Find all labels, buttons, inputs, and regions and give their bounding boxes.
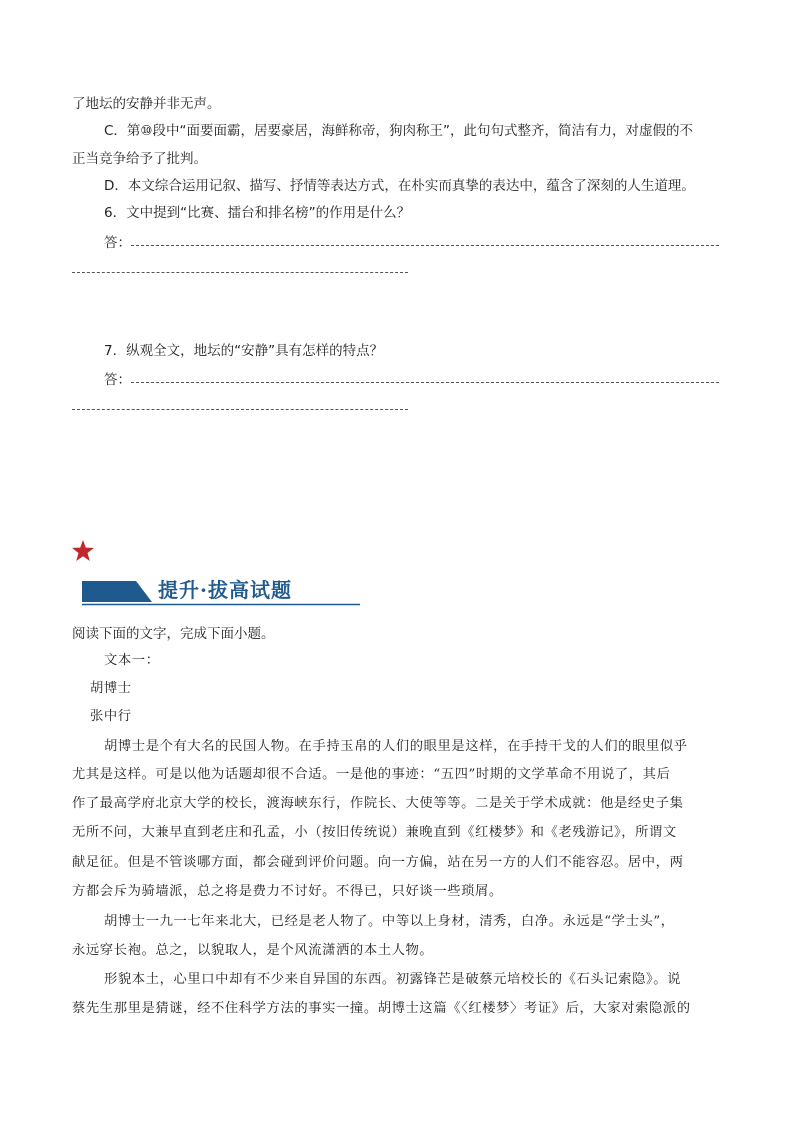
reading-instruction: 阅读下面的文字，完成下面小题。 [72,626,275,642]
question-7: 7．纵观全文，地坛的“安静”具有怎样的特点？ [104,343,384,359]
option-c-line2: 正当竞争给予了批判。 [72,151,207,167]
answer-label: 答： [104,235,131,251]
section-title: 提升·拔高试题 [158,578,292,602]
answer-row-q6 [104,231,719,251]
article-paragraph-line: 献足征。但是不管谈哪方面，都会碰到评价问题。向一方偏，站在另一方的人们不能容忍。居中，两 [72,855,684,870]
article-paragraph-line: 永远穿长袍。总之，以貌取人，是个风流潇洒的本土人物。 [72,943,434,958]
answer-line-continued[interactable] [72,409,408,410]
article-paragraph-line: 无所不问，大兼早直到老庄和孔孟，小（按旧传统说）兼晚直到《红楼梦》和《老残游记》，所谓文 [72,825,677,840]
article-title: 胡博士 [90,681,132,696]
option-c-line1: C．第⑩段中“面要面霸，居要豪居，海鲜称帝，狗肉称王”，此句句式整齐，简洁有力，对虚假的不 [104,123,694,139]
question-6: 6．文中提到“比赛、擂台和排名榜”的作用是什么？ [104,205,411,221]
star-icon [71,539,95,563]
answer-line[interactable] [131,245,719,246]
answer-row-q7 [104,368,719,388]
article-paragraph-line: 尤其是这样。可是以他为话题却很不合适。一是他的事迹：“五四”时期的文学革命不用说了，其后 [72,767,671,782]
article-paragraph-line: 形貌本土，心里口中却有不少来自异国的东西。初露锋芒是破蔡元培校长的《石头记索隐》。说 [104,972,682,987]
article-paragraph-line: 胡博士一九一七年来北大，已经是老人物了。中等以上身材，清秀，白净。永远是“学士头”， [104,914,675,929]
text-label: 文本一： [104,653,160,668]
option-d: D．本文综合运用记叙、描写、抒情等表达方式，在朴实而真挚的表达中，蕴含了深刻的人生道理。 [104,178,695,194]
text-continuation: 了地坛的安静并非无声。 [72,96,221,112]
answer-line-continued[interactable] [72,272,408,273]
answer-line[interactable] [131,382,719,383]
article-paragraph-line: 方都会斥为骑墙派，总之将是费力不讨好。不得已，只好谈一些琐屑。 [72,884,503,899]
article-paragraph-line: 作了最高学府北京大学的校长，渡海峡东行，作院长、大使等等。二是关于学术成就：他是经史子集 [72,796,684,811]
article-paragraph-line: 蔡先生那里是猜谜，经不住科学方法的事实一撞。胡博士这篇《〈红楼梦〉考证》后，大家对索隐派的 [72,1001,691,1016]
article-paragraph-line: 胡博士是个有大名的民国人物。在手持玉帛的人们的眼里是这样，在手持干戈的人们的眼里似乎 [104,739,688,754]
answer-label: 答： [104,372,131,388]
article-author: 张中行 [90,709,132,724]
